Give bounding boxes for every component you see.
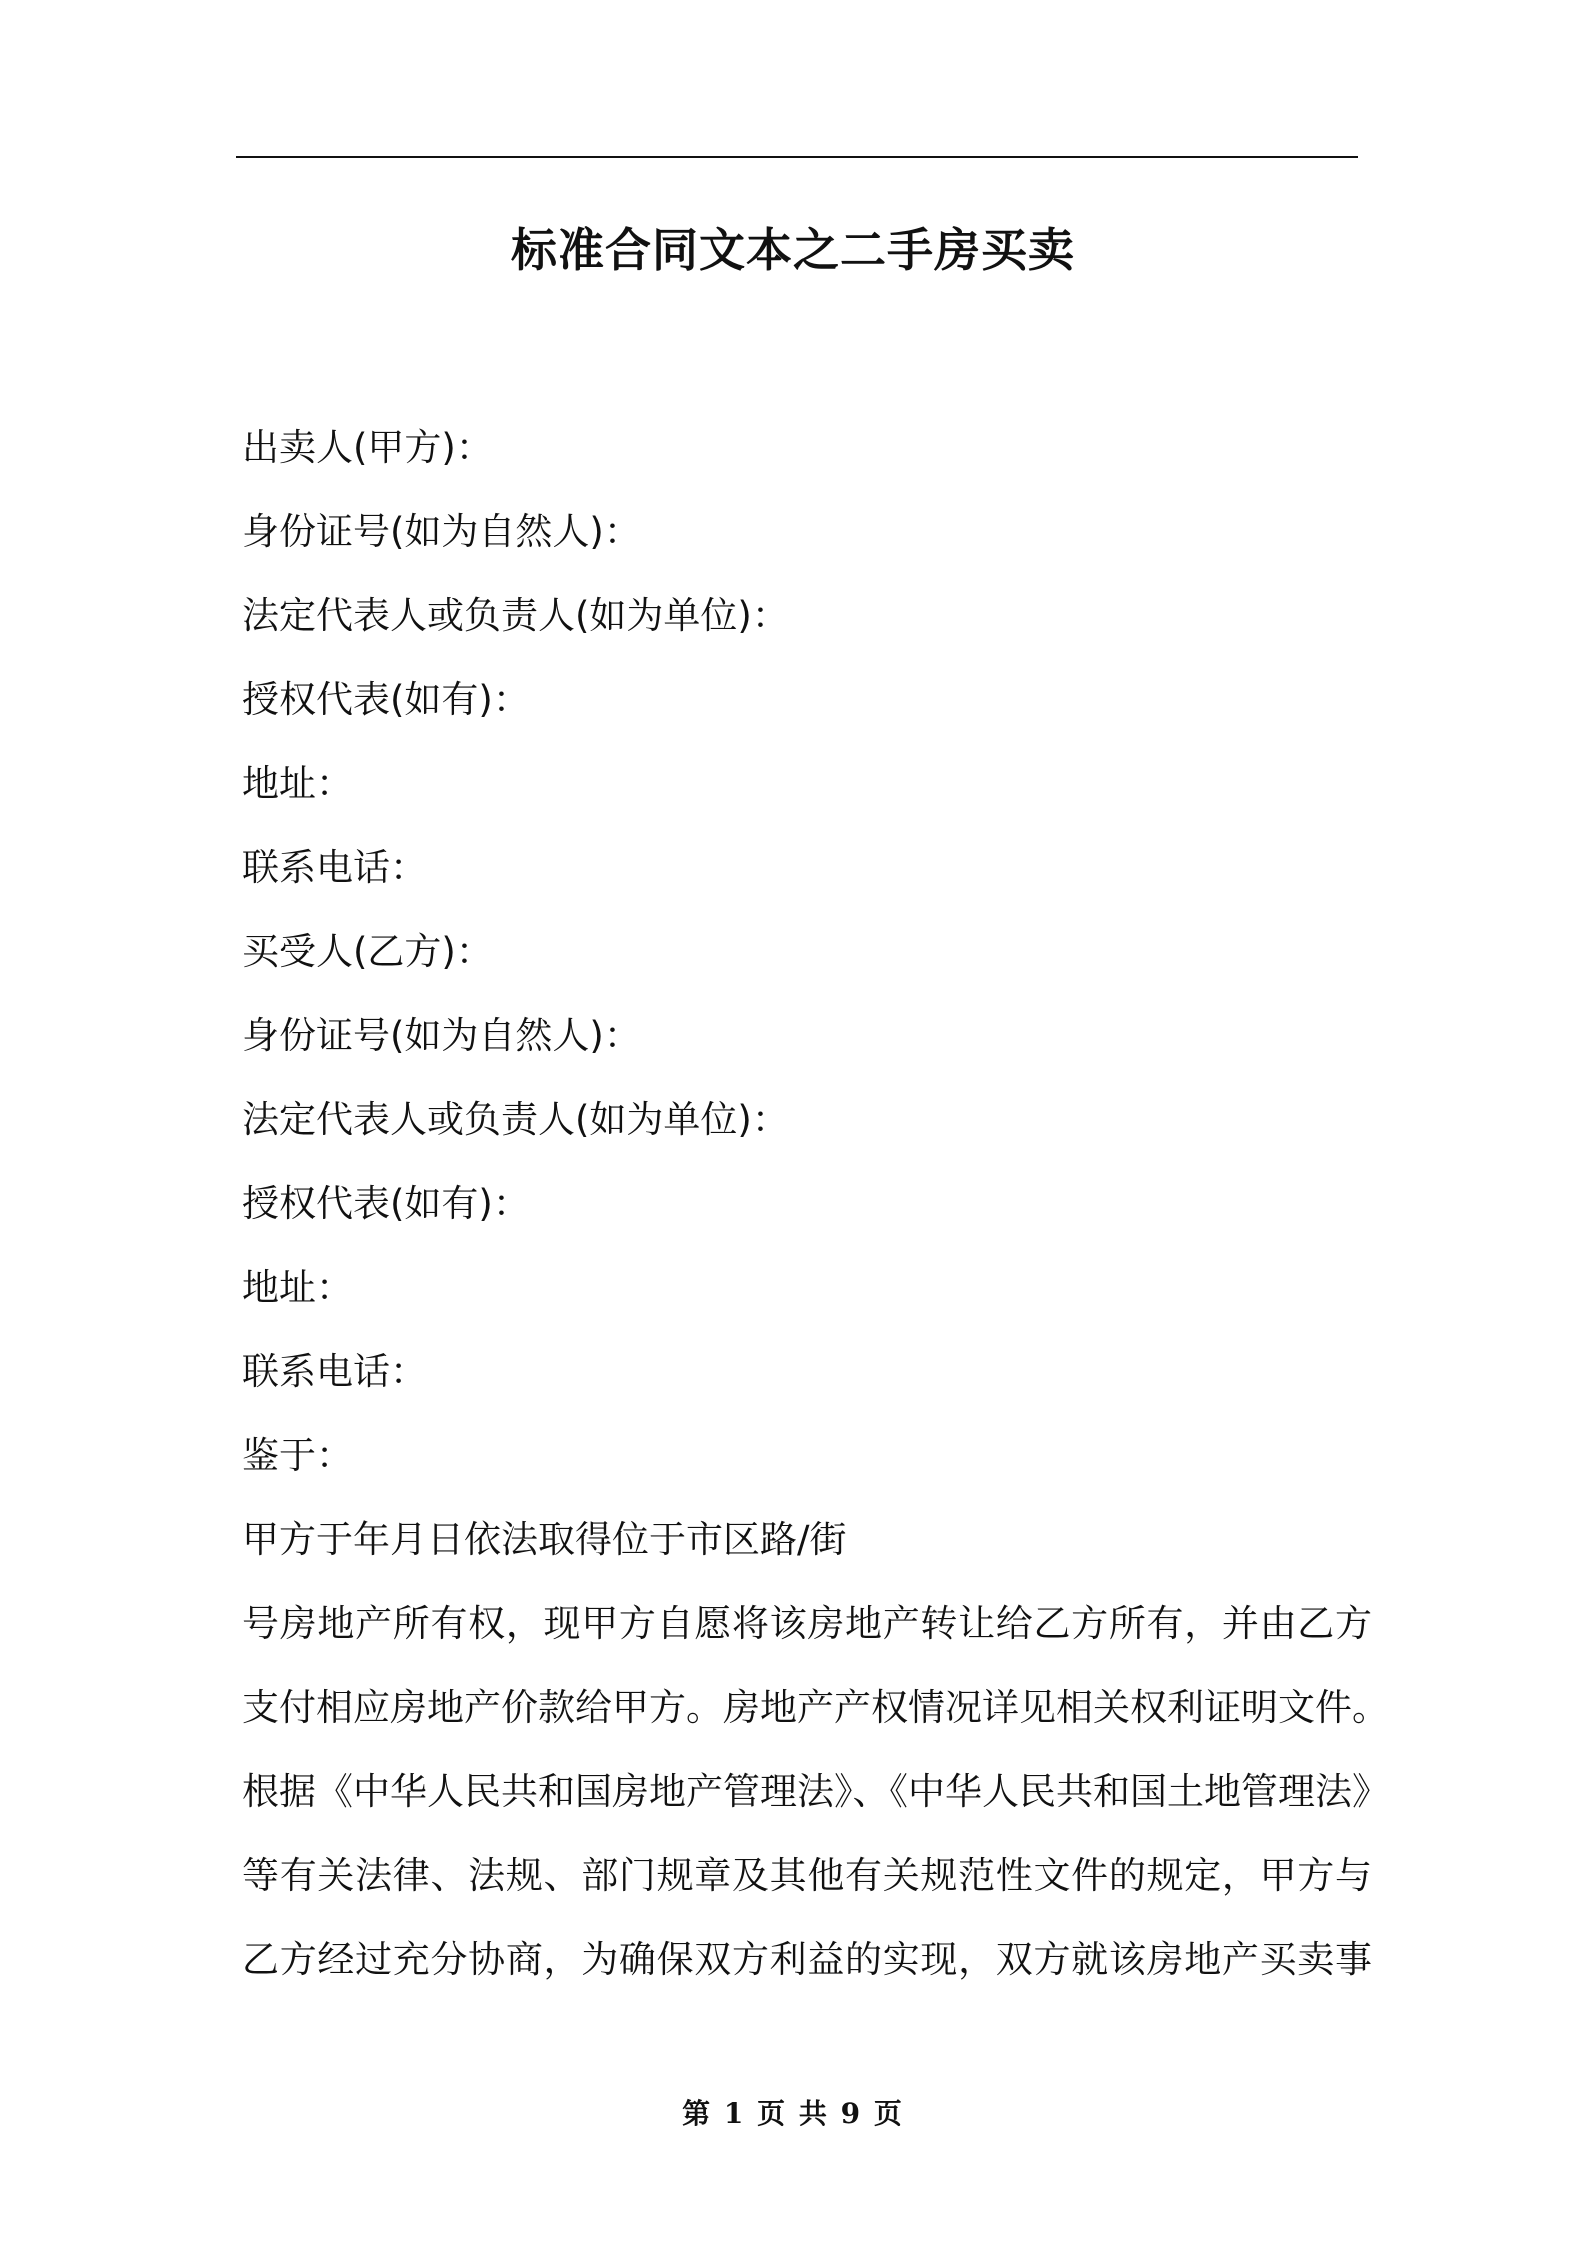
paragraph-line: 等有关法律、法规、部门规章及其他有关规范性文件的规定，甲方与 (242, 1854, 1372, 1897)
text-line-buyer-agent: 授权代表(如有)： (242, 1182, 530, 1225)
page-number-footer: 第 1 页 共 9 页 (682, 2097, 904, 2130)
text-line-seller-phone: 联系电话： (242, 846, 427, 889)
text-line-buyer-address: 地址： (242, 1266, 353, 1309)
text-line-whereas: 鉴于： (242, 1434, 353, 1477)
paragraph-line: 支付相应房地产价款给甲方。房地产产权情况详见相关权利证明文件。 (242, 1686, 1389, 1729)
paragraph-line: 乙方经过充分协商，为确保双方利益的实现，双方就该房地产买卖事 (242, 1938, 1372, 1981)
text-line-buyer: 买受人(乙方)： (242, 930, 493, 973)
paragraph-line: 根据《中华人民共和国房地产管理法》、《中华人民共和国土地管理法》 (242, 1770, 1389, 1813)
document-body (242, 406, 1389, 2002)
paragraph-line: 甲方于年月日依法取得位于市区路/街 (242, 1518, 847, 1561)
text-line-seller-id: 身份证号(如为自然人)： (242, 510, 641, 553)
document-title: 标准合同文本之二手房买卖 (511, 223, 1075, 277)
text-line-seller-agent: 授权代表(如有)： (242, 678, 530, 721)
text-line-buyer-id: 身份证号(如为自然人)： (242, 1014, 641, 1057)
text-line-seller-legal-rep: 法定代表人或负责人(如为单位)： (242, 594, 789, 637)
text-line-seller-address: 地址： (242, 762, 353, 805)
header-rule (236, 156, 1358, 158)
text-line-buyer-phone: 联系电话： (242, 1350, 427, 1393)
text-line-seller: 出卖人(甲方)： (242, 426, 493, 469)
text-line-buyer-legal-rep: 法定代表人或负责人(如为单位)： (242, 1098, 789, 1141)
paragraph-line: 号房地产所有权，现甲方自愿将该房地产转让给乙方所有，并由乙方 (242, 1602, 1372, 1645)
